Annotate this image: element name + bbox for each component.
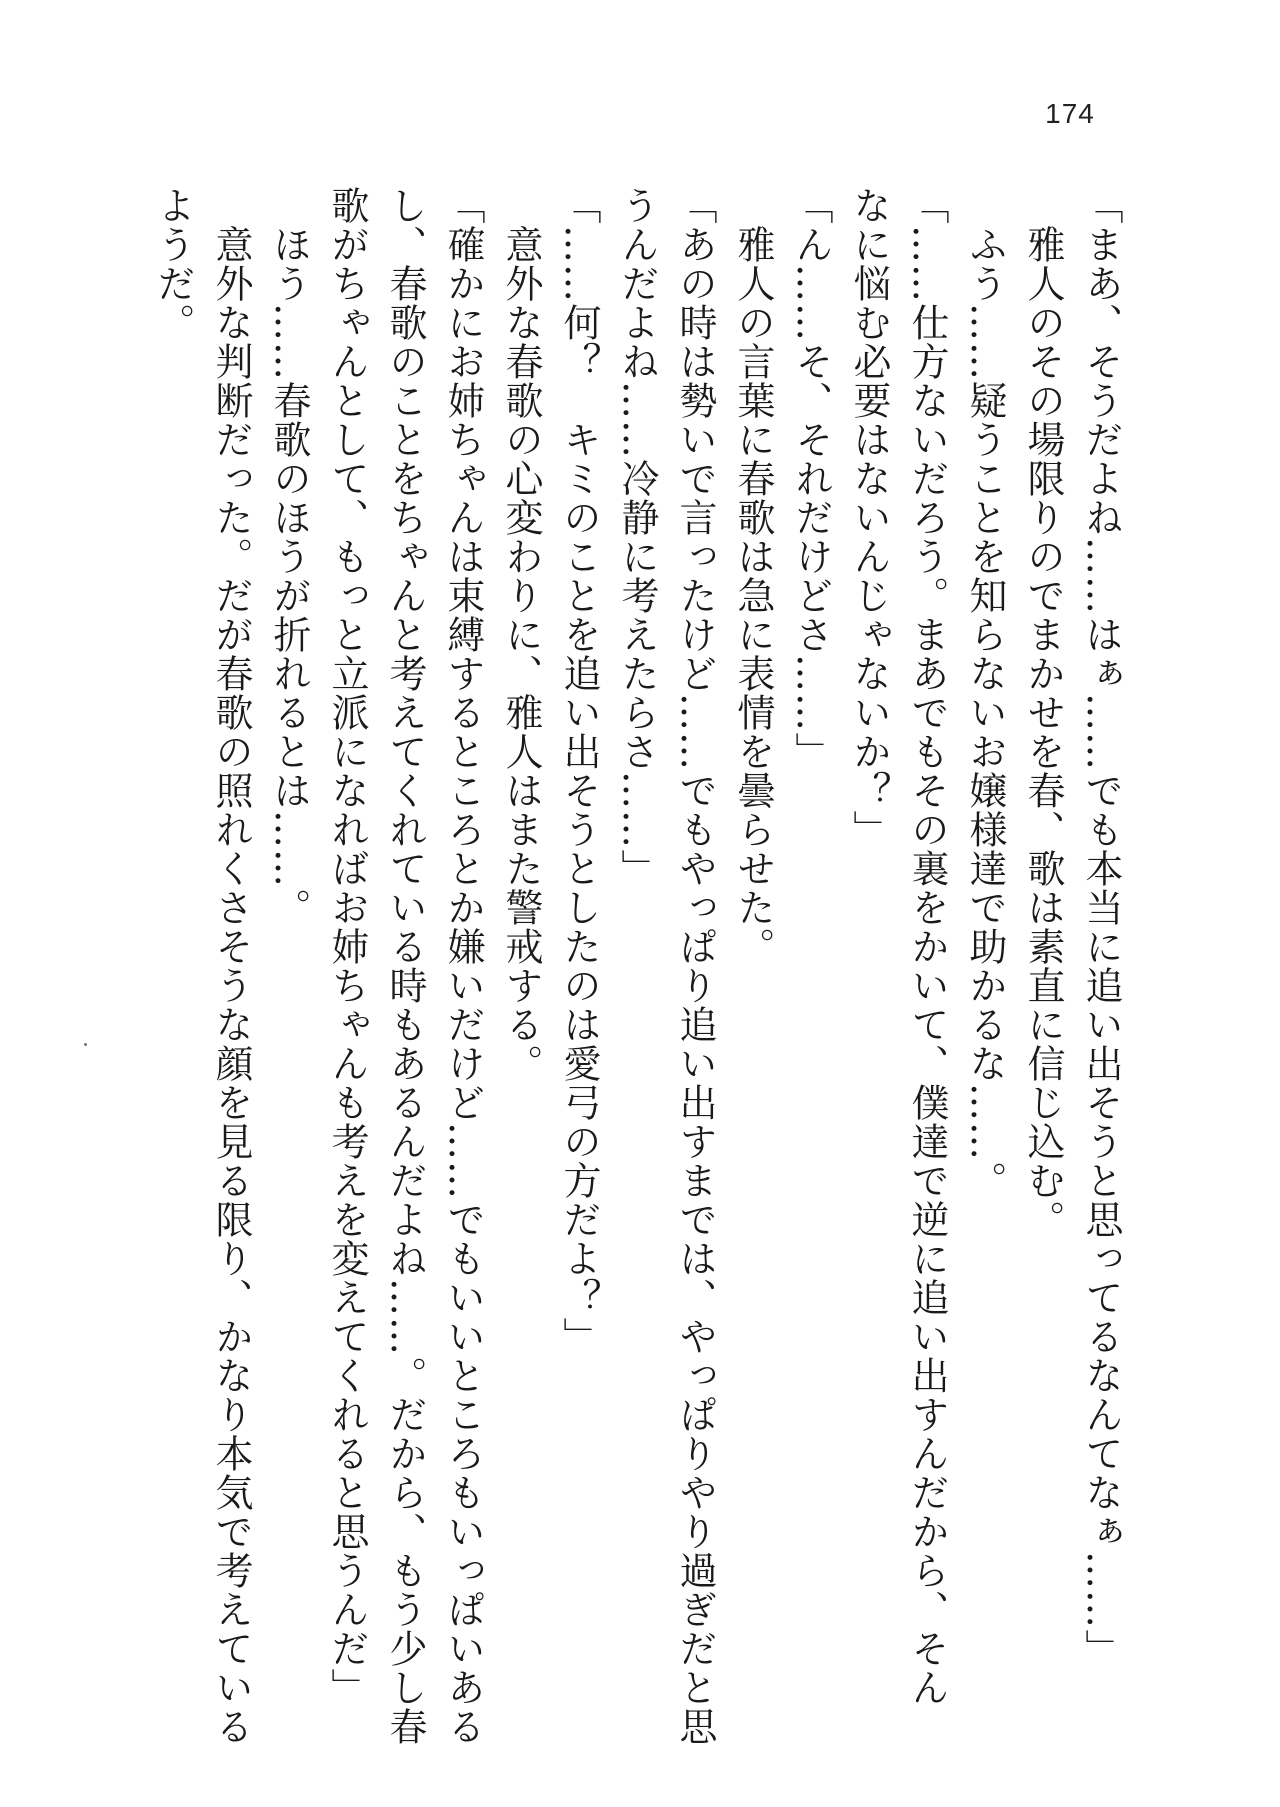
- text-line: 「まあ、そうだよね……はぁ……でも本当に追い出そうと思ってるなんてなぁ……」: [1079, 186, 1123, 1668]
- text-line: ようだ。: [151, 186, 195, 342]
- page-number: 174: [1045, 98, 1095, 129]
- text-line: 「あの時は勢いで言ったけど……でもやっぱり追い出すまでは、やっぱりやり過ぎだと思: [673, 186, 717, 1746]
- text-line: 雅人のその場限りのでまかせを春、歌は素直に信じ込む。: [1021, 186, 1065, 1239]
- text-line: 意外な春歌の心変わりに、雅人はまた警戒する。: [499, 186, 543, 1083]
- text-line: 雅人の言葉に春歌は急に表情を曇らせた。: [731, 186, 775, 966]
- text-line: うんだよね……冷静に考えたらさ……」: [615, 186, 659, 888]
- text-line: ほう……春歌のほうが折れるとは……。: [267, 186, 311, 927]
- novel-text-column-block: [144, 186, 1130, 1746]
- text-line: ふう……疑うことを知らないお嬢様達で助かるな……。: [963, 186, 1007, 1200]
- text-line: 「……何？ キミのことを追い出そうとしたのは愛弓の方だよ？」: [557, 186, 601, 1356]
- text-line: し、春歌のことをちゃんと考えてくれている時もあるんだよね……。だから、もう少し春: [383, 186, 427, 1746]
- text-line: 歌がちゃんとして、もっと立派になればお姉ちゃんも考えを変えてくれると思うんだ」: [325, 186, 369, 1707]
- text-line: 「……仕方ないだろう。まあでもその裏をかいて、僕達で逆に追い出すんだから、そん: [905, 186, 949, 1707]
- text-line: 「ん……そ、それだけどさ……」: [789, 186, 833, 771]
- text-line: 意外な判断だった。だが春歌の照れくさそうな顔を見る限り、かなり本気で考えている: [209, 186, 253, 1746]
- text-line: なに悩む必要はないんじゃないか？」: [847, 186, 891, 849]
- scan-speck: [84, 1043, 87, 1046]
- text-line: 「確かにお姉ちゃんは束縛するところとか嫌いだけど……でもいいところもいっぱいある: [441, 186, 485, 1746]
